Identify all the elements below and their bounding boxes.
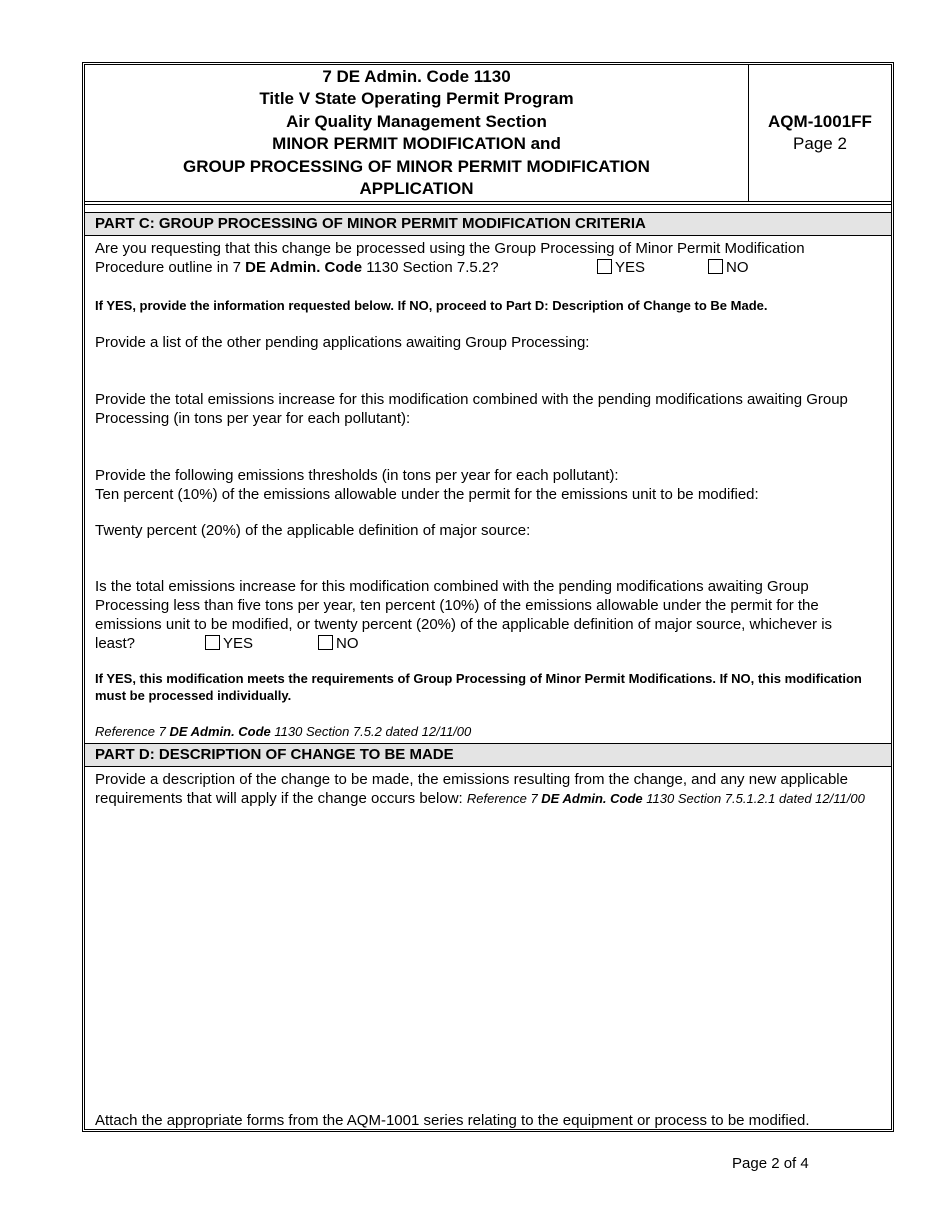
change-description-prompt: Provide a description of the change to be made, the emissions resulting from the change, and any new applicable requirements that will apply if the change occurs below: Reference 7 DE Admin. Code 1130 Section 7.5.1.2.1 dated 12/11/00 [95,771,865,807]
group-yes-option[interactable]: YES [597,258,645,277]
title-line: GROUP PROCESSING OF MINOR PERMIT MODIFICATION [183,156,650,176]
header-page-label: Page 2 [793,134,847,153]
thresholds-line: Provide the following emissions thresholds (in tons per year for each pollutant): [95,467,619,484]
group-processing-question [95,239,881,277]
group-no-option[interactable]: NO [708,258,749,277]
question-line: emissions unit to be modified, or twenty percent (20%) of the applicable definition of major source, whichever is [95,616,833,633]
part-c-heading: PART C: GROUP PROCESSING OF MINOR PERMIT MODIFICATION CRITERIA [85,212,891,236]
question-line: Procedure outline in 7 DE Admin. Code 1130 Section 7.5.2? YES NO [95,259,749,276]
total-emissions-prompt: Provide the total emissions increase for this modification combined with the pending modifications awaiting Group Processing (in tons per year for each pollutant): [95,391,848,427]
twenty-percent-prompt: Twenty percent (20%) of the applicable definition of major source: [95,522,531,539]
title-line: APPLICATION [359,179,474,198]
question-line: Is the total emissions increase for this modification combined with the pending modifications awaiting Group [95,578,809,595]
question-line: least? YES NO [95,635,359,652]
emissions-thresholds-prompt [95,466,881,504]
form-title [85,65,749,201]
threshold-no-option[interactable]: NO [318,634,359,653]
group-yes-checkbox[interactable] [597,259,612,274]
attach-forms-note: Attach the appropriate forms from the AQM-1001 series relating to the equipment or process to be modified. [95,1112,810,1129]
title-line: Air Quality Management Section [286,111,547,131]
title-line: MINOR PERMIT MODIFICATION and [272,134,561,153]
yes-no-instruction: If YES, provide the information requested below. If NO, proceed to Part D: Description of Change to Be Made. [95,298,768,313]
part-d-reference: Reference 7 DE Admin. Code 1130 Section 7.5.1.2.1 dated 12/11/00 [466,791,865,806]
group-no-checkbox[interactable] [708,259,723,274]
page-number: Page 2 of 4 [732,1155,809,1172]
group-result-instruction: If YES, this modification meets the requirements of Group Processing of Minor Permit Modifications. If NO, this modification must be processed individually. [95,671,862,703]
threshold-yes-option[interactable]: YES [205,634,253,653]
application-form [82,62,894,1132]
question-line: Processing less than five tons per year, ten percent (10%) of the emissions allowable under the permit for the [95,597,819,614]
form-code-block [749,65,891,201]
form-header [85,65,891,205]
threshold-yes-checkbox[interactable] [205,635,220,650]
threshold-no-checkbox[interactable] [318,635,333,650]
part-d-heading: PART D: DESCRIPTION OF CHANGE TO BE MADE [85,743,891,767]
question-line: Are you requesting that this change be processed using the Group Processing of Minor Permit Modification [95,240,805,257]
title-line: Title V State Operating Permit Program [259,89,574,108]
form-code: AQM-1001FF [768,112,872,131]
title-line: 7 DE Admin. Code 1130 [322,66,511,86]
part-c-reference: Reference 7 DE Admin. Code 1130 Section 7.5.2 dated 12/11/00 [95,724,472,739]
ten-percent-prompt: Ten percent (10%) of the emissions allowable under the permit for the emissions unit to be modified: [95,486,759,503]
pending-applications-prompt: Provide a list of the other pending applications awaiting Group Processing: [95,334,590,351]
threshold-question [95,577,881,653]
